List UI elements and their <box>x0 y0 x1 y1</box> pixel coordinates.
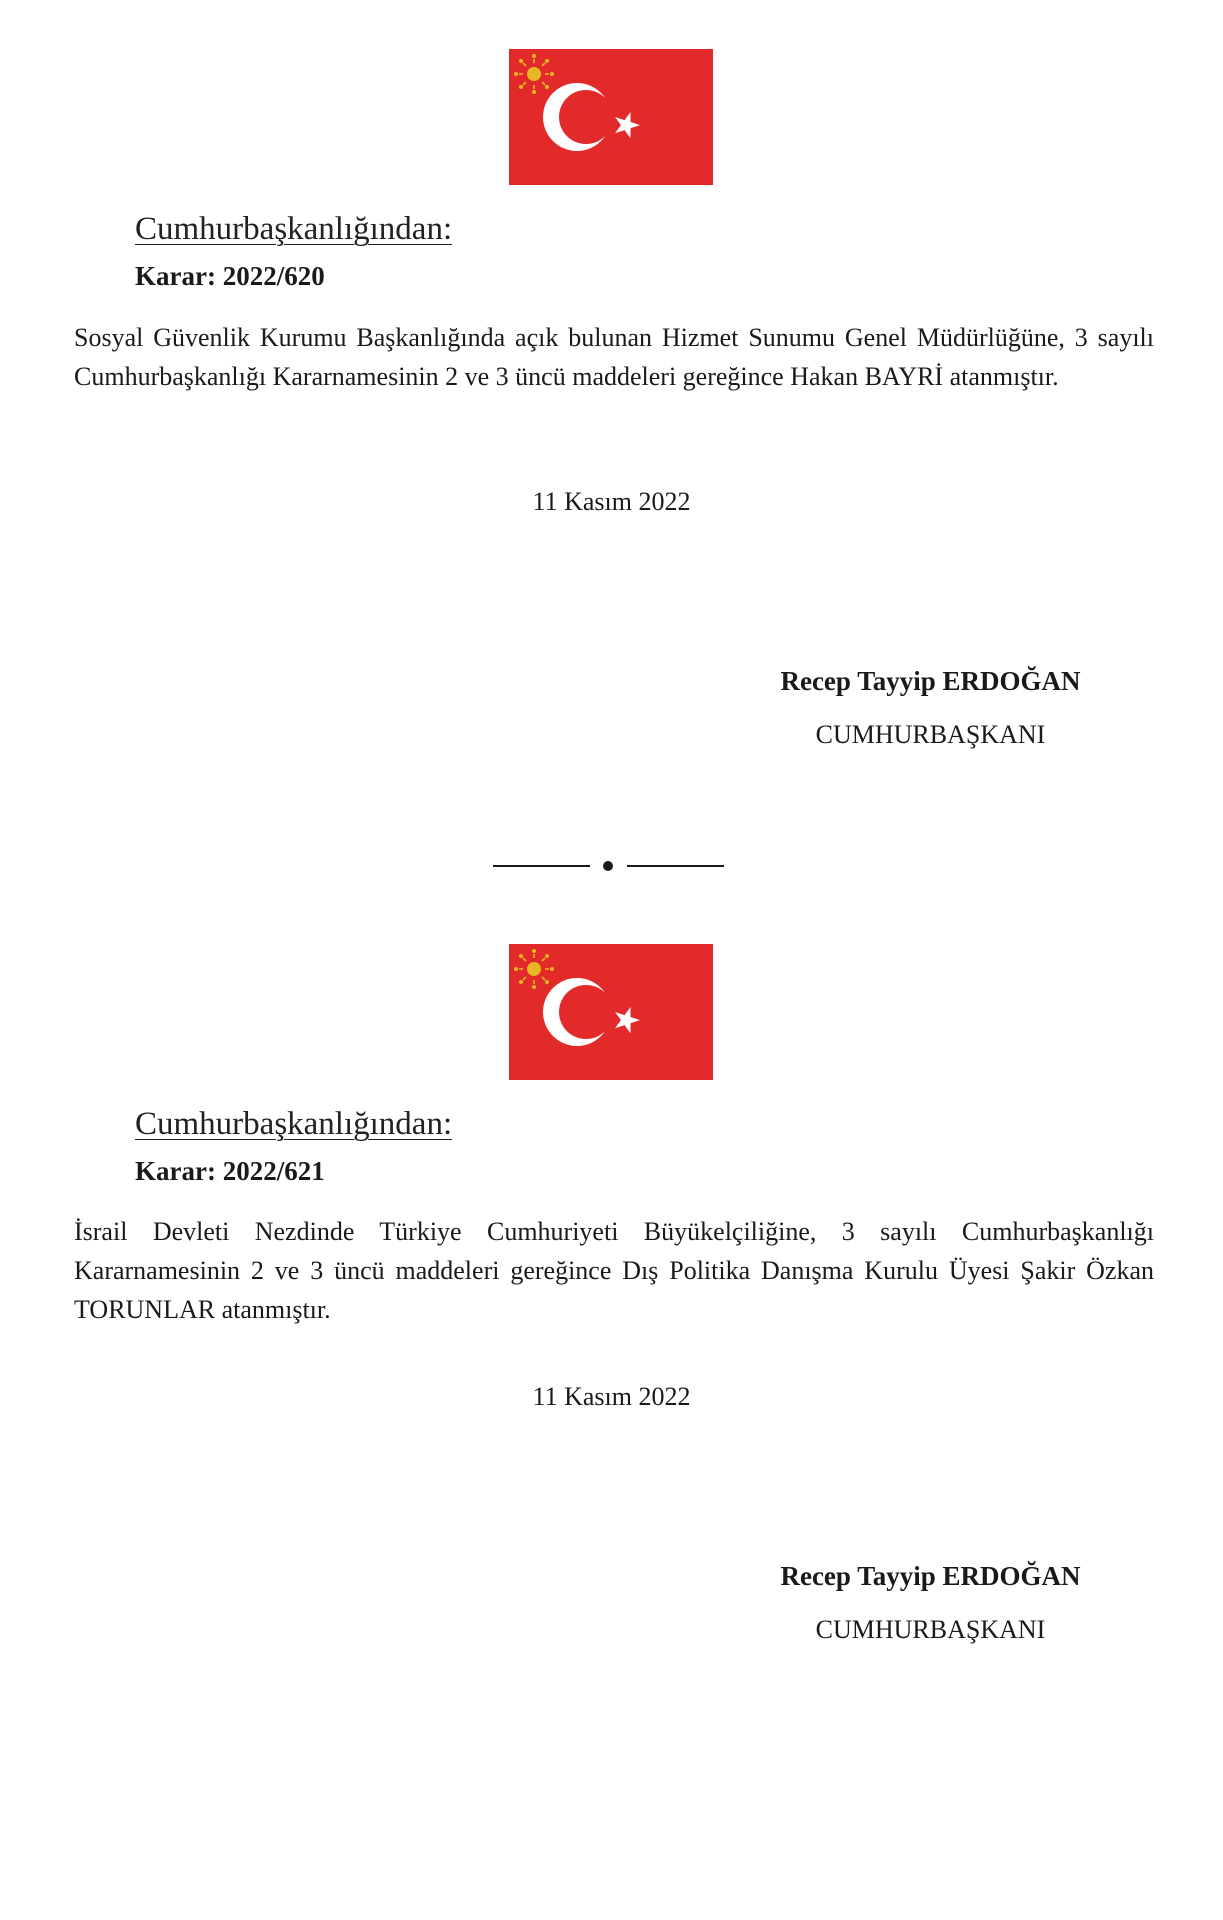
issuer-heading: Cumhurbaşkanlığından: <box>135 211 453 247</box>
decision-date: 11 Kasım 2022 <box>532 1382 691 1411</box>
signer-name: Recep Tayyip ERDOĞAN <box>780 666 1081 696</box>
section-separator <box>490 856 730 876</box>
presidential-flag-icon <box>509 49 713 185</box>
signer-name: Recep Tayyip ERDOĞAN <box>780 1561 1081 1591</box>
decision-body: Sosyal Güvenlik Kurumu Başkanlığında açık bulunan Hizmet Sunumu Genel Müdürlüğüne, 3 sayılı Cumhurbaşkanlığı Kararnamesinin 2 ve 3 üncü maddeleri gereğince Hakan BAYRİ atanmıştır. <box>74 323 1154 391</box>
decision-number: Karar: 2022/621 <box>135 1156 325 1186</box>
decision-body: İsrail Devleti Nezdinde Türkiye Cumhuriyeti Büyükelçiliğine, 3 sayılı Cumhurbaşkanlığı Kararnamesinin 2 ve 3 üncü maddeleri gereğince Dış Politika Danışma Kurulu Üyesi Şakir Özkan TORUNLAR atanmıştır. <box>74 1217 1154 1324</box>
signer-title: CUMHURBAŞKANI <box>815 720 1046 749</box>
signer-title: CUMHURBAŞKANI <box>815 1615 1046 1644</box>
decision-date: 11 Kasım 2022 <box>532 487 691 516</box>
presidential-flag-icon <box>509 944 713 1080</box>
decision-number: Karar: 2022/620 <box>135 261 325 291</box>
issuer-heading: Cumhurbaşkanlığından: <box>135 1106 453 1142</box>
